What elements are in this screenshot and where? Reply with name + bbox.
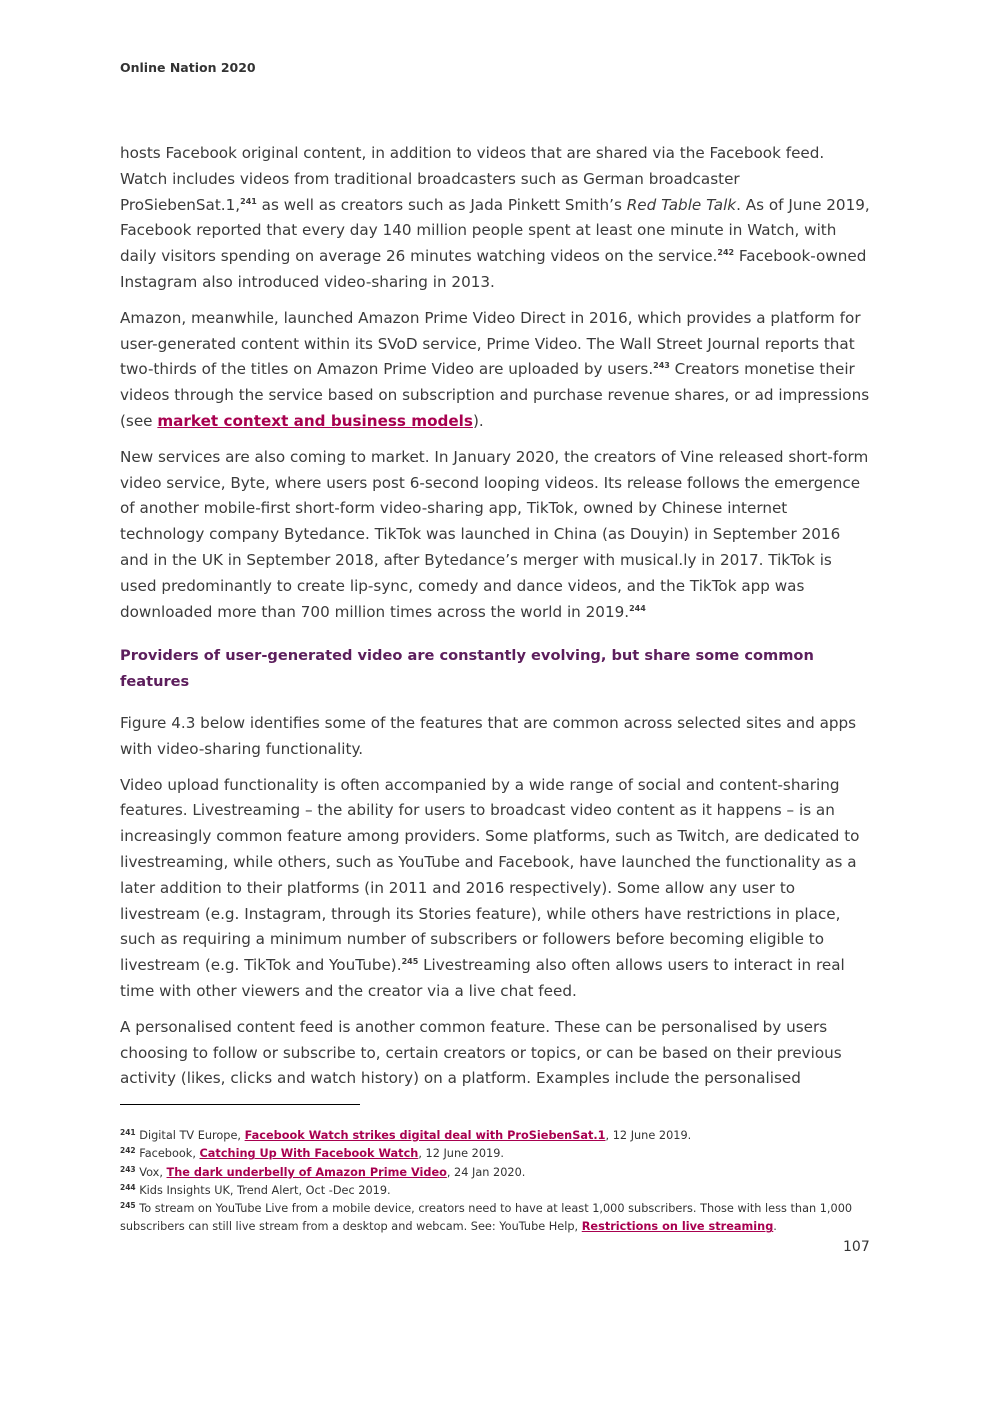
footnote-link-245[interactable]: Restrictions on live streaming [581,1220,774,1234]
body-text [120,141,872,1102]
footnote-link-243[interactable]: The dark underbelly of Amazon Prime Video [166,1165,447,1179]
footnote-divider [120,1104,360,1105]
market-context-link[interactable]: market context and business models [157,411,473,430]
show-title-italic: Red Table Talk [626,195,737,214]
footnote-ref-244[interactable]: 244 [629,603,646,613]
footnote-244: $^{244}$ Kids Insights UK, Trend Alert, Oct -Dec 2019. [120,1182,391,1197]
page-number: 107 [843,1239,870,1255]
footnote-241: $^{241}$ Digital TV Europe, Facebook Watch strikes digital deal with ProSiebenSat.1, 12 June 2019. [120,1128,692,1142]
footnote-242: $^{242}$ Facebook, Catching Up With Facebook Watch, 12 June 2019. [120,1146,505,1161]
paragraph-facebook-watch: hosts Facebook original content, in addition to videos that are shared via the Facebook feed. Watch includes videos from traditional broadcasters such as German broadcaster ProSiebenSat.1,$^{241}$ as well as creators such as Jada Pinkett Smith’s Red Table Talk. As of June 2019, Facebook reported that every day 140 million people spent at least one minute in Watch, with daily visitors spending on average 26 minutes watching videos on the service.$^{242}$ Facebook-owned Instagram also introduced video-sharing in 2013. [120,144,870,291]
footnotes [120,1127,880,1237]
document-header-title: Online Nation 2020 [120,60,256,75]
footnote-link-242[interactable]: Catching Up With Facebook Watch [199,1147,419,1161]
paragraph-amazon: Amazon, meanwhile, launched Amazon Prime Video Direct in 2016, which provides a platform for user-generated content within its SVoD service, Prime Video. The Wall Street Journal reports that two-thirds of the titles on Amazon Prime Video are uploaded by users.$^{243}$ Creators monetise their videos through the service based on subscription and purchase revenue shares, or ad impressions (see market context and business models). [120,308,870,430]
footnote-ref-243[interactable]: 243 [653,361,670,371]
paragraph-figure-intro: Figure 4.3 below identifies some of the features that are common across selected sites and apps with video-sharing functionality. [120,713,857,758]
footnote-ref-245[interactable]: 245 [401,957,419,967]
section-heading: Providers of user-generated video are constantly evolving, but share some common features [120,647,814,691]
footnote-ref-241[interactable]: 241 [240,196,257,206]
paragraph-personalised-feed: A personalised content feed is another common feature. These can be personalised by users choosing to follow or subscribe to, certain creators or topics, or can be based on their previous activity (likes, clicks and watch history) on a platform. Examples include the personalised [120,1017,842,1088]
footnote-link-241[interactable]: Facebook Watch strikes digital deal with ProSiebenSat.1 [244,1129,606,1142]
paragraph-livestreaming: Video upload functionality is often accompanied by a wide range of social and content-sharing features. Livestreaming – the ability for users to broadcast video content as it happens – is an increasingly common feature among providers. Some platforms, such as Twitch, are dedicated to livestreaming, while others, such as YouTube and Facebook, have launched the functionality as a later addition to their platforms (in 2011 and 2016 respectively). Some allow any user to livestream (e.g. Instagram, through its Stories feature), while others have restrictions in place, such as requiring a minimum number of subscribers or followers before becoming eligible to livestream (e.g. TikTok and YouTube).$^{245}$ Livestreaming also often allows users to interact in real time with other viewers and the creator via a live chat feed. [120,775,860,1000]
footnote-243: $^{243}$ Vox, The dark underbelly of Amazon Prime Video, 24 Jan 2020. [120,1164,526,1179]
paragraph-new-services: New services are also coming to market. In January 2020, the creators of Vine released short-form video service, Byte, where users post 6-second looping videos. Its release follows the emergence of another mobile-first short-form video-sharing app, TikTok, owned by Chinese internet technology company Bytedance. TikTok was launched in China (as Douyin) in September 2016 and in the UK in September 2018, after Bytedance’s merger with musical.ly in 2017. TikTok is used predominantly to create lip-sync, comedy and dance videos, and the TikTok app was downloaded more than 700 million times across the world in 2019.$^{244}$ [120,447,869,621]
footnote-245: $^{245}$ To stream on YouTube Live from a mobile device, creators need to have at least 1,000 subscribers. Those with less than 1,000 subscribers can still live stream from a desktop and webcam. See: YouTube Help, Restrictions on live streaming. [120,1201,853,1234]
footnote-ref-242[interactable]: 242 [717,248,735,258]
